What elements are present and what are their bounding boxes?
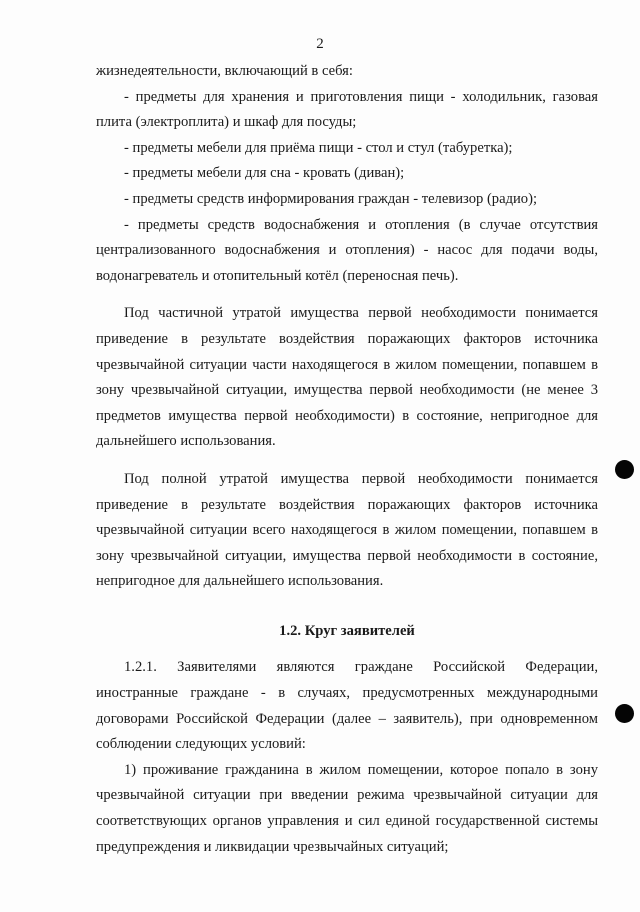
paragraph-full-loss: Под полной утратой имущества первой необходимости понимается приведение в результате воздействия поражающих факторов источника чрезвычайной ситуации всего находящегося в жилом помещении, попавшем в зону чрезвычайной ситуации, имущества первой необходимости в состояние, непригодное для дальнейшего использования.: [96, 470, 598, 590]
paragraph-applicants: 1.2.1. Заявителями являются граждане Российской Федерации, иностранные граждане - в случаях, предусмотренных международными договорами Российской Федерации (далее – заявитель), при одновременном соблюдении следующих условий:: [96, 659, 598, 753]
list-item-water-heating: - предметы средств водоснабжения и отопления (в случае отсутствия централизованного водоснабжения и отопления) - насос для подачи воды, водонагреватель и отопительный котёл (переносная печь).: [96, 216, 598, 284]
paragraph-partial-loss: Под частичной утратой имущества первой необходимости понимается приведение в результате воздействия поражающих факторов источника чрезвычайной ситуации части находящегося в жилом помещении, попавшем в зону чрезвычайной ситуации, имущества первой необходимости (не менее 3 предметов имущества первой необходимости) в состояние, непригодное для дальнейшего использования.: [96, 305, 598, 450]
list-item-sleeping-furniture: - предметы мебели для сна - кровать (диван);: [124, 165, 405, 182]
punch-hole-mark: [615, 704, 634, 723]
paragraph-continuation: жизнедеятельности, включающий в себя:: [96, 63, 353, 79]
paragraph-condition-1: 1) проживание гражданина в жилом помещении, которое попало в зону чрезвычайной ситуации при введении режима чрезвычайной ситуации для соответствующих органов управления и сил единой государственной системы предупреждения и ликвидации чрезвычайных ситуаций;: [96, 761, 598, 855]
page-number: 2: [316, 36, 324, 52]
list-item-dining-furniture: - предметы мебели для приёма пищи - стол и стул (табуретка);: [124, 139, 513, 156]
list-item-information-means: - предметы средств информирования граждан - телевизор (радио);: [124, 190, 538, 207]
punch-hole-mark: [615, 460, 634, 479]
section-heading: 1.2. Круг заявителей: [279, 622, 415, 639]
list-item-food-storage: - предметы для хранения и приготовления пищи - холодильник, газовая плита (электроплита) и шкаф для посуды;: [96, 88, 598, 131]
document-body: [96, 59, 598, 860]
